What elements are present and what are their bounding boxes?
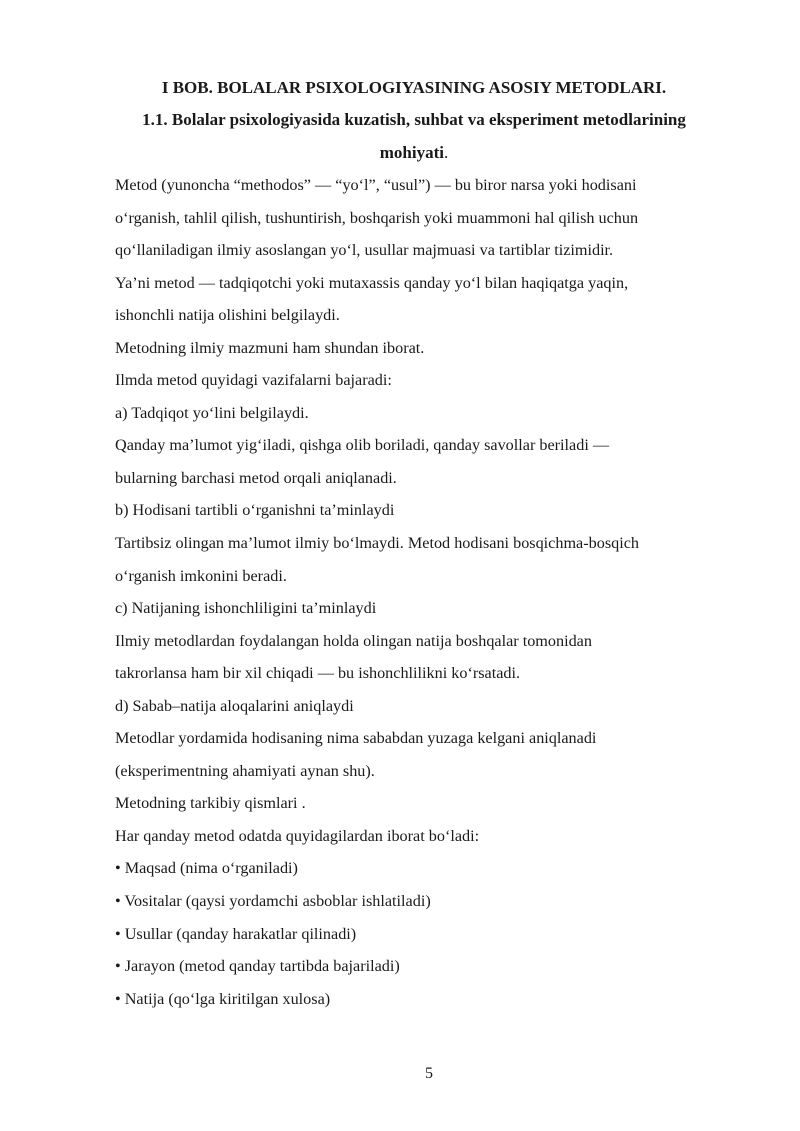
section-title-line-2 [0, 143, 800, 163]
text-line: (eksperimentning ahamiyati aynan shu). [115, 761, 375, 780]
text-line: bularning barchasi metod orqali aniqlanadi. [115, 468, 397, 487]
bullet-item: • Usullar (qanday harakatlar qilinadi) [115, 924, 357, 943]
text-line: takrorlansa ham bir xil chiqadi — bu ishonchlilikni ko‘rsatadi. [115, 664, 521, 683]
text-line: Ilmiy metodlardan foydalangan holda olingan natija boshqalar tomonidan [115, 631, 592, 650]
text-line: Ya’ni metod — tadqiqotchi yoki mutaxassis qanday yo‘l bilan haqiqatga yaqin, [115, 273, 629, 292]
text-line: Tartibsiz olingan ma’lumot ilmiy bo‘lmaydi. Metod hodisani bosqichma-bosqich [115, 534, 639, 553]
page-number: 5 [425, 1065, 433, 1082]
section-title-keyword: mohiyati [379, 143, 444, 162]
text-line: o‘rganish, tahlil qilish, tushuntirish, boshqarish yoki muammoni hal qilish uchun [115, 208, 639, 227]
section-title-line-1: 1.1. Bolalar psixologiyasida kuzatish, suhbat va eksperiment metodlarining [142, 110, 686, 129]
list-item-a: a) Tadqiqot yo‘lini belgilaydi. [115, 403, 309, 422]
text-line: o‘rganish imkonini beradi. [115, 566, 287, 585]
bullet-item: • Maqsad (nima o‘rganiladi) [115, 859, 298, 878]
bullet-item: • Natija (qo‘lga kiritilgan xulosa) [115, 989, 331, 1008]
list-item-b: b) Hodisani tartibli o‘rganishni ta’minlaydi [115, 501, 395, 520]
text-line: qo‘llaniladigan ilmiy asoslangan yo‘l, usullar majmuasi va tartiblar tizimidir. [115, 241, 614, 260]
text-line: Metod (yunoncha “methodos” — “yo‘l”, “usul”) — bu biror narsa yoki hodisani [115, 176, 637, 194]
text-line: Metodning tarkibiy qismlari . [115, 794, 306, 813]
text-line: Metodning ilmiy mazmuni ham shundan iborat. [115, 338, 425, 357]
text-line: Qanday ma’lumot yig‘iladi, qishga olib boriladi, qanday savollar beriladi — [115, 436, 610, 455]
bullet-item: • Jarayon (metod qanday tartibda bajariladi) [115, 957, 400, 976]
section-title-period: . [443, 143, 449, 162]
bullet-item: • Vositalar (qaysi yordamchi asboblar ishlatiladi) [115, 892, 431, 911]
body-text [115, 172, 755, 1018]
list-item-c: c) Natijaning ishonchliligini ta’minlaydi [115, 599, 377, 618]
text-line: Ilmda metod quyidagi vazifalarni bajaradi: [115, 371, 392, 390]
text-line: ishonchli natija olishini belgilaydi. [115, 306, 340, 325]
text-line: Metodlar yordamida hodisaning nima sababdan yuzaga kelgani aniqlanadi [115, 729, 597, 748]
text-line: Har qanday metod odatda quyidagilardan iborat bo‘ladi: [115, 826, 480, 845]
chapter-title: I BOB. BOLALAR PSIXOLOGIYASINING ASOSIY METODLARI. [161, 78, 667, 97]
list-item-d: d) Sabab–natija aloqalarini aniqlaydi [115, 696, 354, 715]
